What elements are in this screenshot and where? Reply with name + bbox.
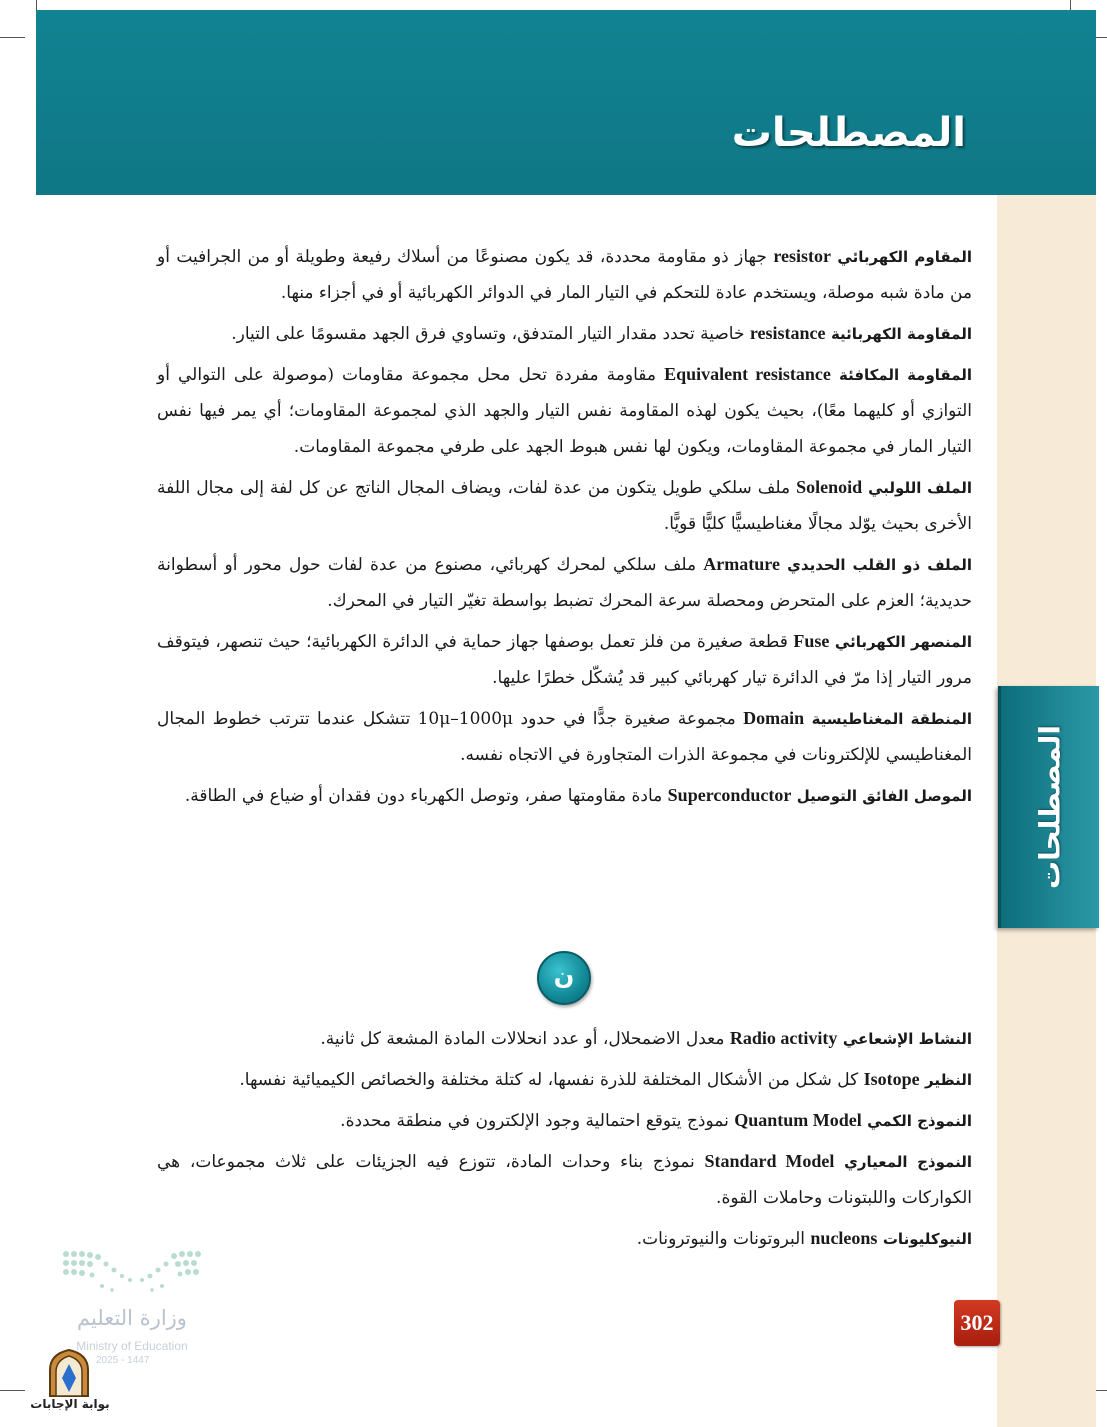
term-english: Fuse [793,631,830,651]
term-arabic: الملف اللولبي [868,479,972,497]
term-english: Isotope [863,1069,920,1089]
ministry-name-english: Ministry of Education [76,1339,188,1353]
glossary-entry [157,469,972,542]
glossary-section-1 [157,238,972,818]
term-arabic: المقاوم الكهربائي [837,248,973,266]
term-definition: خاصية تحدد مقدار التيار المتدفق، وتساوي فرق الجهد مقسومًا على التيار. [231,324,745,344]
side-tab-label: المصطلحات [1033,724,1067,890]
page-header [36,10,1096,195]
term-definition: نموذج يتوقع احتمالية وجود الإلكترون في منطقة محددة. [340,1111,729,1131]
glossary-entry [157,777,972,814]
glossary-entry [157,546,972,619]
term-arabic: الموصل الفائق التوصيل [796,787,972,805]
glossary-entry [157,623,972,696]
term-arabic: المقاومة المكافئة [838,366,973,384]
page-number: 302 [954,1300,1000,1346]
term-definition: نموذج بناء وحدات المادة، تتوزع فيه الجزيئات على ثلاث مجموعات، هي الكواركات واللبتونات وحاملات القوة. [157,1152,972,1208]
glossary-entry [157,356,972,465]
glossary-entry [157,238,972,311]
term-english: resistor [773,246,831,266]
section-letter-badge: ن [537,951,591,1005]
term-english: Equivalent resistance [664,364,831,384]
term-english: Radio activity [729,1028,838,1048]
glossary-entry [157,1102,972,1139]
term-arabic: المقاومة الكهربائية [830,325,972,343]
term-definition: مقاومة مفردة تحل محل مجموعة مقاومات (موصولة على التوالي أو التوازي أو كليهما معًا)، بحيث يكون لهذه المقاومة نفس التيار والجهد الذي لمجموعة المقاومات؛ أي يمر فيها نفس التيار المار في مجموعة المقاومات، ويكون لها نفس هبوط الجهد على طرفي مجموعة المقاومات. [157,365,972,457]
term-english: resistance [749,323,826,343]
watermark-gate-icon [46,1348,92,1398]
term-english: Solenoid [796,477,863,497]
glossary-entry [157,700,972,773]
ministry-name-arabic: وزارة التعليم [77,1306,187,1330]
glossary-entry [157,1220,972,1257]
glossary-section-2 [157,1020,972,1261]
glossary-entry [157,1061,972,1098]
term-english: Armature [703,554,780,574]
term-definition: معدل الاضمحلال، أو عدد انحلالات المادة المشعة كل ثانية. [320,1029,725,1049]
term-arabic: المنصهر الكهربائي [834,633,973,651]
term-definition: مادة مقاومتها صفر، وتوصل الكهرباء دون فقدان أو ضياع في الطاقة. [184,786,663,806]
glossary-entry [157,315,972,352]
term-definition: ملف سلكي طويل يتكون من عدة لفات، ويضاف المجال الناتج عن كل لفة إلى مجال اللفة الأخرى بحيث يوّلد مجالًا مغناطيسيًّا كليًّا قويًّا. [157,478,972,534]
side-section-tab [998,686,1099,928]
crop-mark [0,1390,25,1391]
glossary-entry [157,1020,972,1057]
term-english: Standard Model [704,1151,835,1171]
term-arabic: النيوكليونات [882,1230,972,1248]
term-arabic: النموذج الكمي [867,1112,972,1130]
crop-mark [0,37,25,38]
term-arabic: النظير [925,1071,972,1089]
term-arabic: النشاط الإشعاعي [842,1030,972,1048]
term-english: nucleons [810,1228,878,1248]
glossary-entry [157,1143,972,1216]
term-definition: مجموعة صغيرة جدًّا في حدود 10μ–1000μ تتشكل عندما تترتب خطوط المجال المغناطيسي للإلكترونات في مجموعة الذرات المتجاورة في الاتجاه نفسه. [157,709,972,765]
page-title: المصطلحات [731,110,966,156]
term-arabic: المنطقة المغناطيسية [811,710,973,728]
term-definition: كل شكل من الأشكال المختلفة للذرة نفسها، له كتلة مختلفة والخصائص الكيميائية نفسها. [239,1070,859,1090]
term-english: Quantum Model [734,1110,862,1130]
term-definition: قطعة صغيرة من فلز تعمل بوصفها جهاز حماية في الدائرة الكهربائية؛ حيث تنصهر، فيتوقف مرور التيار إذا مرّ في الدائرة تيار كهربائي كبير قد يُشكّل خطرًا عليها. [157,632,972,688]
term-definition: البروتونات والنيوترونات. [636,1229,806,1249]
term-arabic: الملف ذو القلب الحديدي [787,556,973,574]
term-definition: ملف سلكي لمحرك كهربائي، مصنوع من عدة لفات حول محور أو أسطوانة حديدية؛ العزم على المتحرض ومحصلة سرعة المحرك تضبط بواسطة تغيّر التيار في المحرك. [157,555,972,611]
watermark-text: بوابة الإجابات [30,1397,110,1411]
ministry-logo-icon [62,1250,202,1296]
term-english: Domain [743,708,805,728]
term-definition: جهاز ذو مقاومة محددة، قد يكون مصنوعًا من أسلاك رفيعة وطويلة أو من الجرافيت أو من مادة شبه موصلة، ويستخدم عادة للتحكم في التيار المار في الدوائر الكهربائية أو في أجزاء منها. [157,247,972,303]
term-english: Superconductor [667,785,792,805]
term-arabic: النموذج المعياري [844,1153,972,1171]
ministry-year: 2025 - 1447 [96,1355,150,1366]
